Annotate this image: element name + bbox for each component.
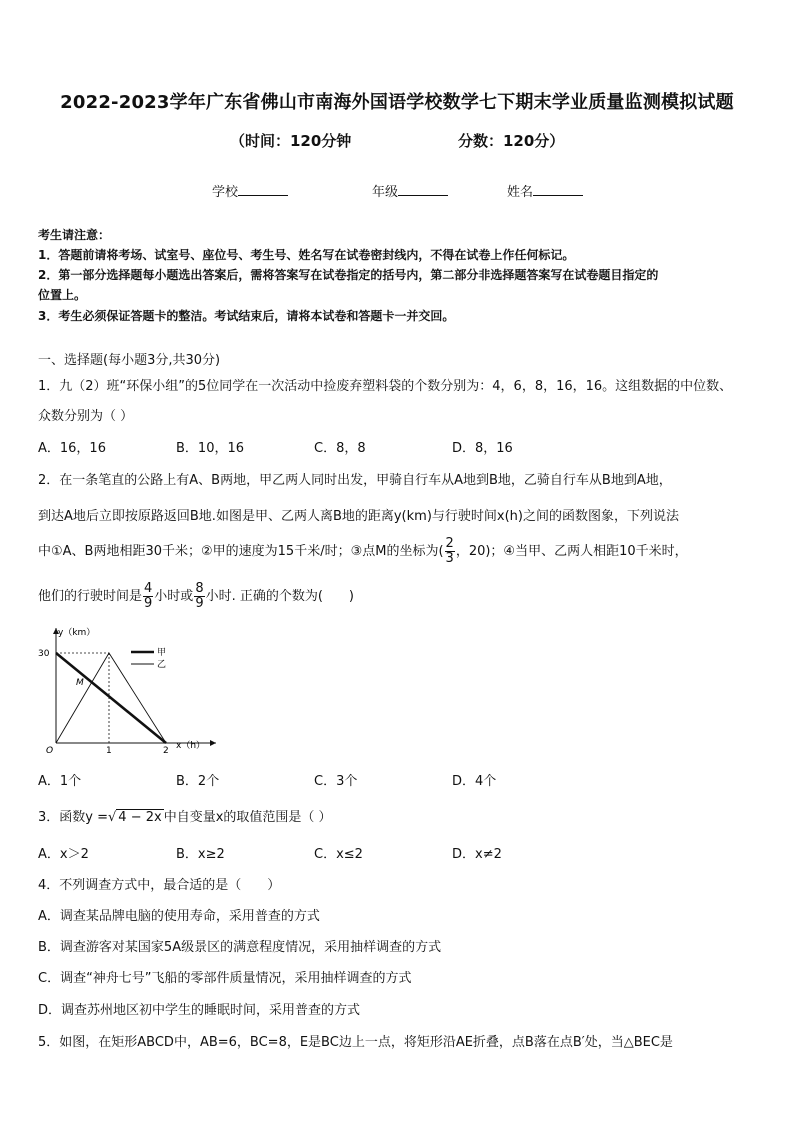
q2-option-d[interactable]: D．4个 [452, 774, 497, 789]
q1-option-b[interactable]: B．10，16 [176, 441, 245, 456]
point-m-label: M [76, 678, 84, 688]
q3-stem: 3．函数y =√ 4 − 2x 中自变量x的取值范围是（ ） [38, 810, 332, 825]
q4-option-b[interactable]: B．调查游客对某国家5A级景区的满意程度情况，采用抽样调查的方式 [38, 940, 442, 955]
q4-stem: 4．不列调查方式中，最合适的是（ ） [38, 878, 281, 893]
exam-time: （时间：120分钟 [230, 132, 352, 150]
q2-line3-part2: ，20)；④当甲、乙两人相距10千米时， [455, 544, 688, 559]
x-axis-arrow [210, 740, 216, 746]
q2-stem-line3 [38, 537, 688, 566]
x-tick-2: 2 [163, 746, 169, 756]
q4-option-d[interactable]: D．调查苏州地区初中学生的睡眠时间，采用普查的方式 [38, 1003, 361, 1018]
y-axis-label: y（km） [58, 628, 96, 638]
q3-option-d[interactable]: D．x≠2 [452, 847, 502, 862]
exam-score: 分数：120分） [458, 132, 565, 150]
school-label: 学校 [212, 185, 239, 200]
q2-stem-line2: 到达A地后立即按原路返回B地.如图是甲、乙两人离B地的距离y(km)与行驶时间x(h)之间的函数图象，下列说法 [38, 509, 679, 524]
y-tick-30: 30 [38, 649, 50, 659]
fraction-four-ninths: $\frac{4}{9}$ [144, 581, 153, 611]
x-tick-1: 1 [106, 746, 112, 756]
fraction-two-thirds: $\frac{2}{3}$ [445, 536, 454, 566]
distance-time-graph [36, 622, 226, 757]
q2-option-c[interactable]: C．3个 [314, 774, 358, 789]
name-label: 姓名 [507, 185, 534, 200]
q1-option-c[interactable]: C．8，8 [314, 441, 366, 456]
q1-stem-line1: 1．九（2）班“环保小组”的5位同学在一次活动中捡废弃塑料袋的个数分别为：4，6，8，16，16。这组数据的中位数、 [38, 379, 733, 394]
page-title: 2022-2023学年广东省佛山市南海外国语学校数学七下期末学业质量监测模拟试题 [60, 92, 734, 113]
q2-line4-part3: 小时. 正确的个数为( ) [205, 589, 355, 604]
q1-option-a[interactable]: A．16，16 [38, 441, 106, 456]
notice-item-1: 1．答题前请将考场、试室号、座位号、考生号、姓名写在试卷密封线内，不得在试卷上作任何标记。 [38, 248, 575, 262]
q2-line4-part1: 他们的行驶时间是 [38, 589, 143, 604]
fraction-eight-ninths: $\frac{8}{9}$ [195, 581, 204, 611]
q2-line4-part2: 小时或 [154, 589, 194, 604]
q3-suffix: 中自变量x的取值范围是（ ） [163, 810, 332, 825]
q2-line3-part1: 中①A、B两地相距30千米；②甲的速度为15千米/时；③点M的坐标为( [38, 544, 444, 559]
grade-label: 年级 [372, 185, 399, 200]
legend-jia-label: 甲 [157, 648, 167, 658]
notice-heading: 考生请注意： [38, 228, 111, 242]
q4-option-c[interactable]: C．调查“神舟七号”飞船的零部件质量情况，采用抽样调查的方式 [38, 971, 412, 986]
q3-radicand: 4 − 2x [118, 810, 162, 825]
q2-option-a[interactable]: A．1个 [38, 774, 82, 789]
q2-option-b[interactable]: B．2个 [176, 774, 220, 789]
grade-field[interactable] [372, 181, 448, 200]
q3-option-b[interactable]: B．x≥2 [176, 847, 225, 862]
school-field[interactable] [212, 181, 288, 200]
series-jia-line [56, 653, 166, 743]
section-heading: 一、选择题(每小题3分,共30分) [38, 353, 221, 368]
q3-option-a[interactable]: A．x＞2 [38, 847, 89, 862]
notice-item-3: 3．考生必须保证答题卡的整洁。考试结束后，请将本试卷和答题卡一并交回。 [38, 309, 455, 323]
notice-item-2-cont: 位置上。 [38, 288, 87, 302]
origin-label: O [46, 746, 54, 756]
q3-prefix: 3．函数y = [38, 810, 108, 825]
q5-stem-line1: 5．如图，在矩形ABCD中，AB=6，BC=8，E是BC边上一点，将矩形沿AE折叠，点B落在点B′处，当△BEC是 [38, 1035, 673, 1050]
x-axis-label: x（h） [176, 741, 206, 751]
legend-yi-label: 乙 [157, 660, 167, 670]
name-field[interactable] [507, 181, 583, 200]
q4-option-a[interactable]: A．调查某品牌电脑的使用寿命，采用普查的方式 [38, 909, 320, 924]
q1-stem-line2: 众数分别为（ ） [38, 409, 134, 424]
q2-stem-line1: 2．在一条笔直的公路上有A、B两地，甲乙两人同时出发，甲骑自行车从A地到B地，乙骑自行车从B地到A地， [38, 473, 672, 488]
q3-option-c[interactable]: C．x≤2 [314, 847, 363, 862]
q1-option-d[interactable]: D．8，16 [452, 441, 513, 456]
notice-item-2: 2．第一部分选择题每小题选出答案后，需将答案写在试卷指定的括号内，第二部分非选择题答案写在试卷题目指定的 [38, 268, 659, 282]
q2-stem-line4 [38, 582, 354, 611]
